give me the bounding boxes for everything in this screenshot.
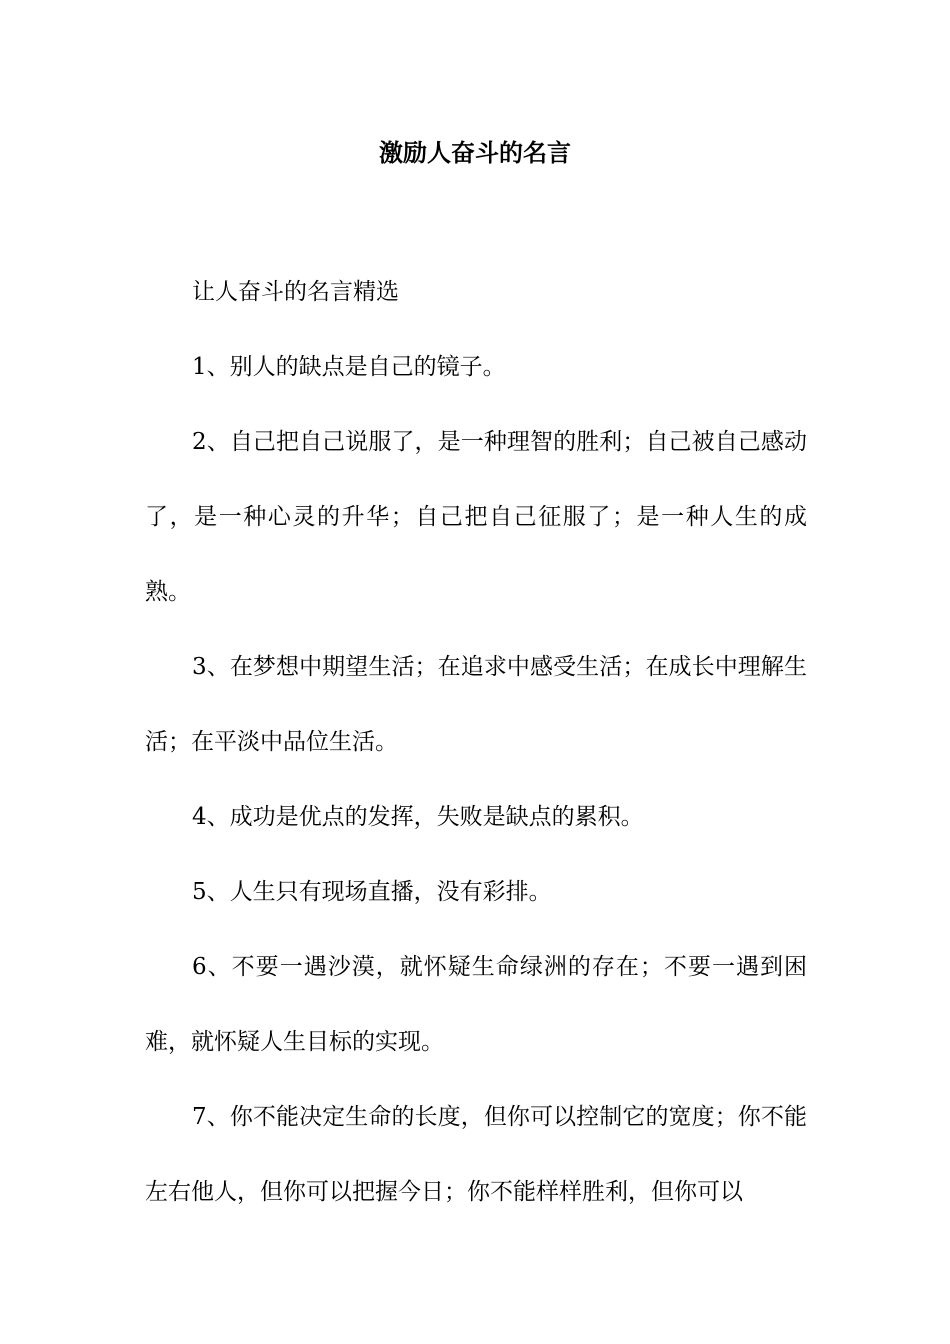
quote-paragraph-2: 2、自己把自己说服了，是一种理智的胜利；自己被自己感动了，是一种心灵的升华；自己把自己征服了；是一种人生的成熟。 [145, 429, 807, 605]
quote-paragraph-7: 7、你不能决定生命的长度，但你可以控制它的宽度；你不能左右他人，但你可以把握今日；你不能样样胜利，但你可以 [145, 1104, 807, 1205]
quote-paragraph-5: 5、人生只有现场直播，没有彩排。 [192, 879, 552, 905]
quote-paragraph-4: 4、成功是优点的发挥，失败是缺点的累积。 [192, 804, 644, 830]
document-title: 激励人奋斗的名言 [379, 138, 571, 167]
quote-paragraph-6: 6、不要一遇沙漠，就怀疑生命绿洲的存在；不要一遇到困难，就怀疑人生目标的实现。 [145, 954, 807, 1055]
quote-paragraph-1: 1、别人的缺点是自己的镜子。 [192, 354, 506, 380]
document-body [145, 255, 807, 1230]
quote-paragraph-3: 3、在梦想中期望生活；在追求中感受生活；在成长中理解生活；在平淡中品位生活。 [145, 654, 807, 755]
section-subtitle: 让人奋斗的名言精选 [192, 279, 399, 305]
